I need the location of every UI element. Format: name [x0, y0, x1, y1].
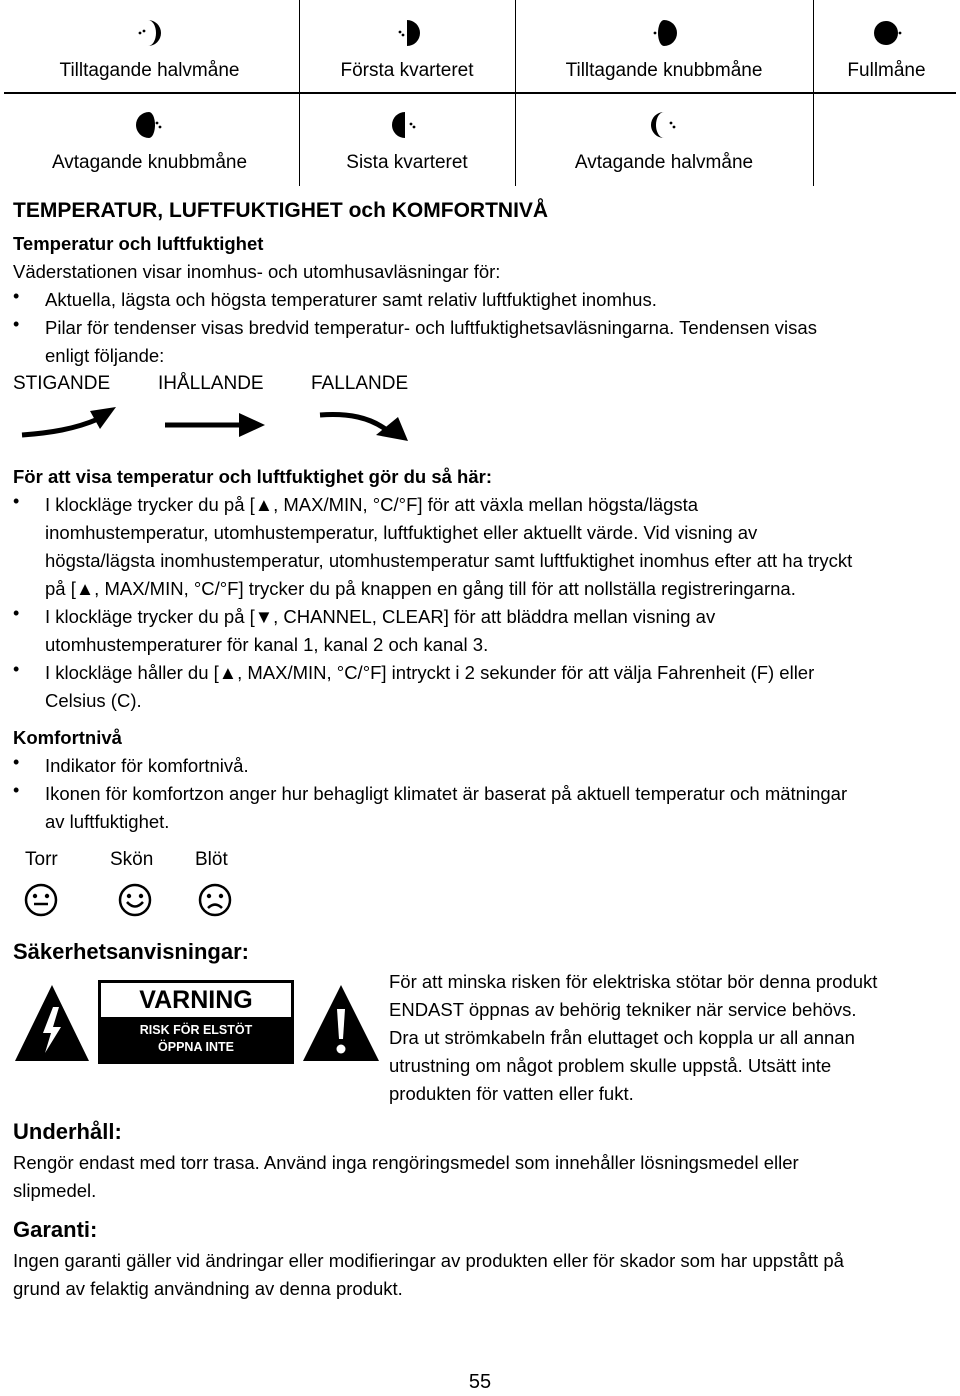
moon-label: Fullmåne [847, 60, 926, 81]
waning-crescent-icon [647, 108, 681, 142]
safety-text-line: utrustning om något problem skulle uppstå. Utsätt inte [389, 1055, 832, 1076]
howto-heading: För att visa temperatur och luftfuktighet gör du så här: [13, 466, 492, 487]
subheading-temperature-humidity: Temperatur och luftfuktighet [13, 233, 264, 254]
warning-line-2: ÖPPNA INTE [158, 1040, 234, 1054]
maintenance-line: Rengör endast med torr trasa. Använd inga rengöringsmedel som innehåller lösningsmedel eller [13, 1152, 799, 1173]
moon-cell-waning-gibbous [0, 108, 299, 174]
safety-text-line: Dra ut strömkabeln från eluttaget och koppla ur all annan [389, 1027, 855, 1048]
comfort-level-dry: Torr [25, 849, 58, 870]
safety-text-line: För att minska risken för elektriska stötar bör denna produkt [389, 971, 878, 992]
electric-shock-warning-icon [13, 983, 91, 1063]
bullet-text-continued: enligt följande: [45, 345, 165, 366]
warning-title: VARNING [101, 983, 291, 1017]
moon-label: Sista kvarteret [346, 152, 468, 173]
safety-text-line: produkten för vatten eller fukt. [389, 1083, 634, 1104]
bullet: • [13, 752, 20, 772]
comfort-line: Indikator för komfortnivå. [45, 755, 249, 776]
rising-arrow-icon [20, 405, 120, 445]
moon-label: Tilltagande halvmåne [59, 60, 240, 81]
howto-line: I klockläge trycker du på [▲, MAX/MIN, °C/°F] för att växla mellan högsta/lägsta [45, 494, 699, 515]
safety-heading: Säkerhetsanvisningar: [13, 939, 249, 964]
neutral-face-icon [23, 882, 59, 918]
bullet: • [13, 780, 20, 800]
moon-label: Tilltagande knubbmåne [565, 60, 763, 81]
steady-arrow-icon [163, 410, 268, 440]
comfort-heading: Komfortnivå [13, 727, 122, 748]
comfort-level-wet: Blöt [195, 849, 228, 870]
howto-line: på [▲, MAX/MIN, °C/°F] trycker du på knappen en gång till för att nollställa registreringarna. [45, 578, 796, 599]
maintenance-line: slipmedel. [13, 1180, 97, 1201]
warranty-line: grund av felaktig användning av denna produkt. [13, 1278, 403, 1299]
waning-gibbous-icon [133, 108, 167, 142]
safety-text-line: ENDAST öppnas av behörig tekniker när service behövs. [389, 999, 857, 1020]
moon-cell-waxing-gibbous [515, 16, 813, 82]
full-moon-icon [870, 16, 904, 50]
howto-line: utomhustemperaturer för kanal 1, kanal 2 och kanal 3. [45, 634, 489, 655]
moon-label: Avtagande halvmåne [574, 152, 754, 173]
warranty-heading: Garanti: [13, 1217, 98, 1242]
happy-face-icon [117, 882, 153, 918]
howto-line: I klockläge håller du [▲, MAX/MIN, °C/°F] intryckt i 2 sekunder för att välja Fahrenheit (F) eller [45, 662, 815, 683]
moon-cell-first-quarter [299, 16, 515, 82]
sad-face-icon [197, 882, 233, 918]
moon-cell-last-quarter [299, 108, 515, 174]
bullet-text: Aktuella, lägsta och högsta temperaturer samt relativ luftfuktighet inomhus. [45, 289, 657, 310]
bullet: • [13, 603, 20, 623]
warranty-line: Ingen garanti gäller vid ändringar eller modifieringar av produkten eller för skador som har uppstått på [13, 1250, 844, 1271]
bullet: • [13, 491, 20, 511]
bullet: • [13, 286, 20, 306]
howto-line: inomhustemperatur, utomhustemperatur, luftfuktighet eller aktuellt värde. Vid visning av [45, 522, 758, 543]
bullet: • [13, 314, 20, 334]
warning-label-box [98, 980, 294, 1064]
exclamation-warning-icon [301, 983, 381, 1063]
comfort-line: av luftfuktighet. [45, 811, 170, 832]
page-number: 55 [468, 1371, 492, 1393]
moon-cell-waxing-crescent [0, 16, 299, 82]
intro-text: Väderstationen visar inomhus- och utomhusavläsningar för: [13, 261, 501, 282]
howto-line: I klockläge trycker du på [▼, CHANNEL, CLEAR] för att bläddra mellan visning av [45, 606, 716, 627]
comfort-level-comfortable: Skön [110, 849, 154, 870]
warning-line-1: RISK FÖR ELSTÖT [139, 1023, 253, 1037]
moon-cell-waning-crescent [515, 108, 813, 174]
moon-cell-full-moon [813, 16, 960, 82]
waxing-crescent-icon [135, 16, 165, 50]
bullet-text: Pilar för tendenser visas bredvid temperatur- och luftfuktighetsavläsningarna. Tendensen visas [45, 317, 817, 338]
howto-line: Celsius (C). [45, 690, 142, 711]
comfort-line: Ikonen för komfortzon anger hur behagligt klimatet är baserat på aktuell temperatur och mätningar [45, 783, 848, 804]
maintenance-heading: Underhåll: [13, 1119, 122, 1144]
table-divider [4, 92, 956, 94]
howto-line: högsta/lägsta inomhustemperatur, utomhustemperatur samt luftfuktighet inomhus efter att ha tryckt [45, 550, 853, 571]
trend-label-falling: FALLANDE [311, 373, 409, 394]
falling-arrow-icon [318, 405, 413, 445]
moon-label: Avtagande knubbmåne [51, 152, 248, 173]
trend-label-rising: STIGANDE [13, 373, 111, 394]
last-quarter-icon [390, 108, 424, 142]
section-heading-temperature: TEMPERATUR, LUFTFUKTIGHET och KOMFORTNIVÅ [13, 199, 549, 222]
waxing-gibbous-icon [649, 16, 679, 50]
first-quarter-icon [392, 16, 422, 50]
trend-label-steady: IHÅLLANDE [158, 373, 264, 394]
moon-label: Första kvarteret [340, 60, 474, 81]
bullet: • [13, 659, 20, 679]
